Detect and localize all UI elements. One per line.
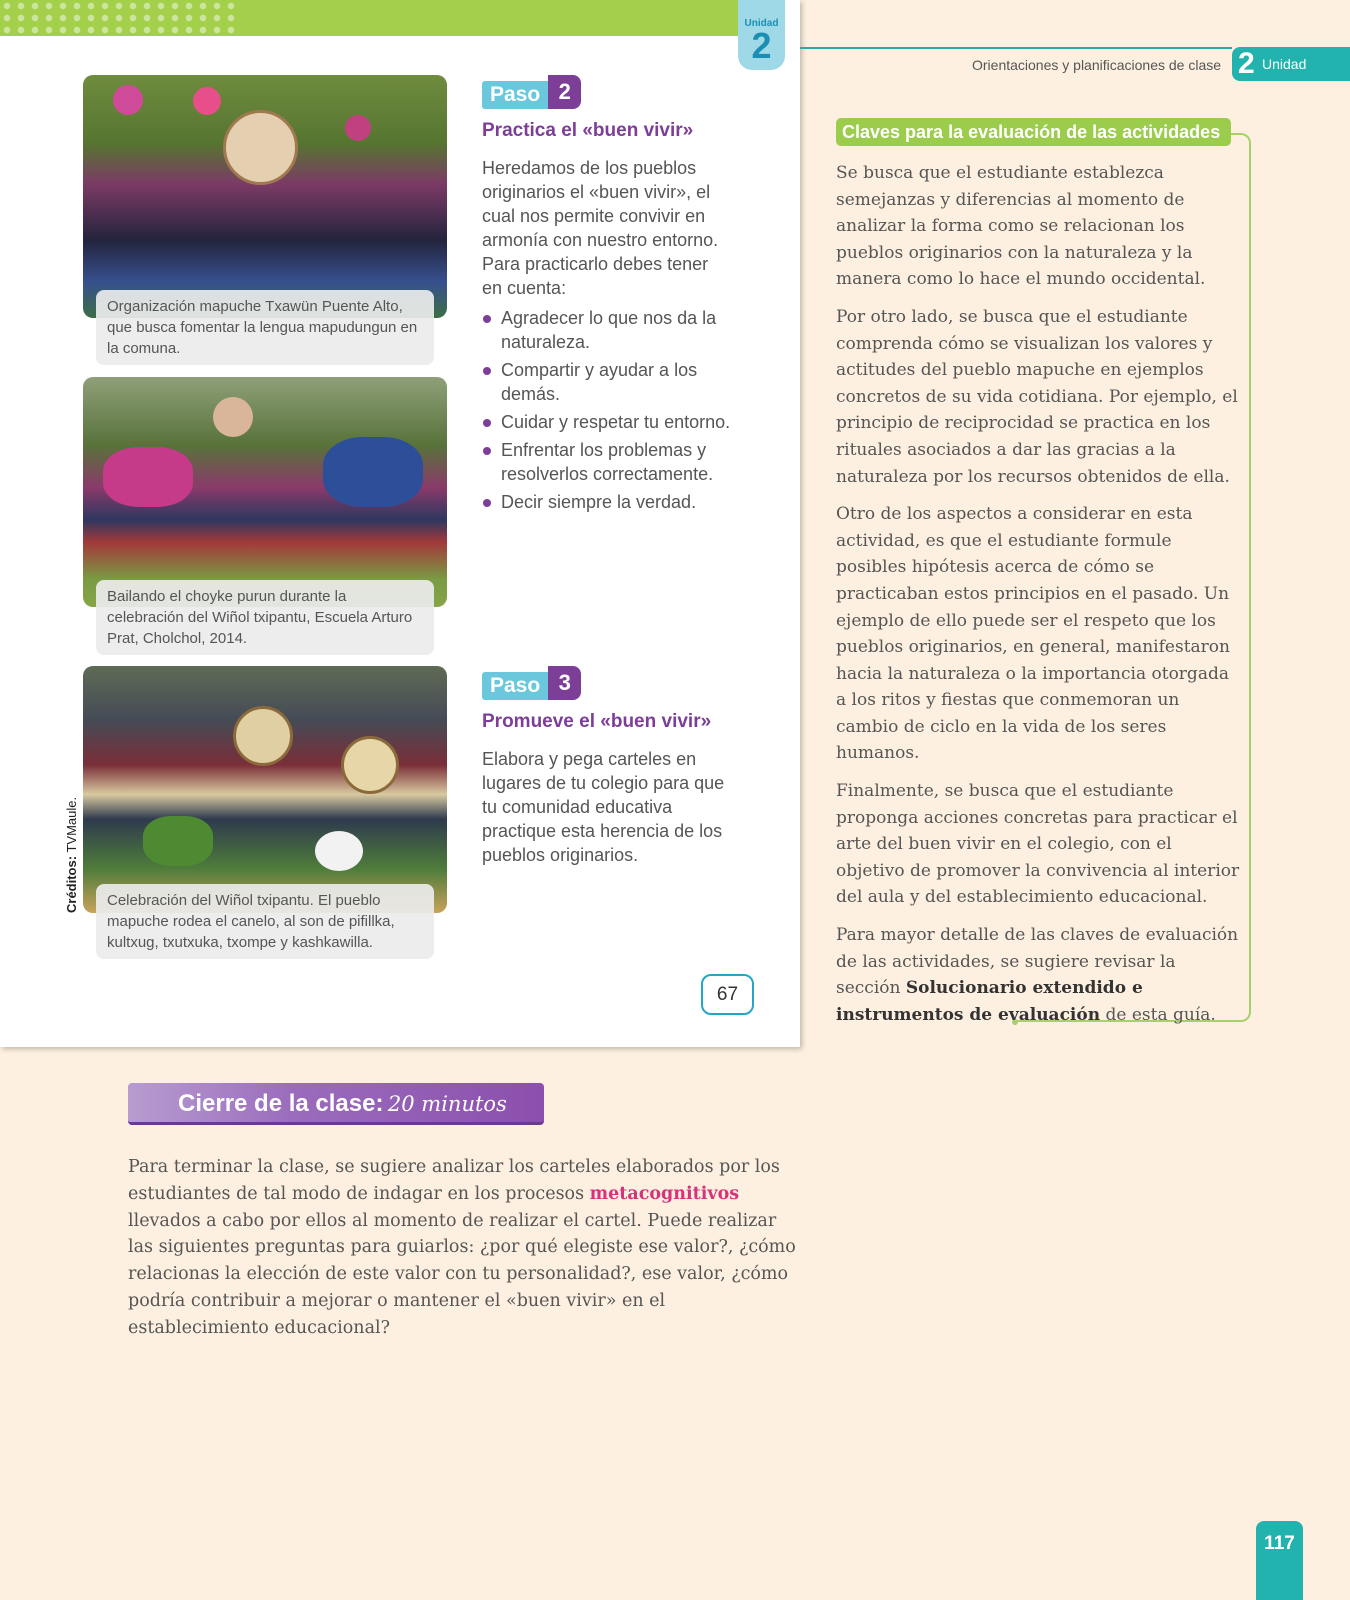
unit-badge (1232, 47, 1350, 81)
claves-paragraph-last (836, 922, 1240, 1028)
unit-tab-number: 2 (751, 25, 772, 66)
photo-caption: Celebración del Wiñol txipantu. El pueblo mapuche rodea el canelo, al son de pifillka, kultxug, txutxuka, txompe y kashkawilla. (96, 884, 434, 959)
paso-number: 3 (548, 666, 581, 700)
list-item: Cuidar y respetar tu entorno. (482, 410, 742, 434)
photo-txawun (83, 75, 447, 318)
list-item: Agradecer lo que nos da la naturaleza. (482, 306, 742, 354)
paso-number: 2 (548, 75, 581, 109)
claves-last-start: Para mayor detalle de las claves de evaluación de las actividades, se sugiere revisar la sección (836, 925, 1239, 999)
student-book-page (0, 0, 800, 1047)
paso-2-label (482, 75, 581, 109)
paso-word: Paso (482, 672, 548, 700)
cierre-duration: 20 minutos (387, 1092, 507, 1116)
photo-choyke-purun (83, 377, 447, 607)
claves-paragraph: Otro de los aspectos a considerar en esta actividad, es que el estudiante formule posibles hipótesis acerca de cómo se practicaban estos principios en el pasado. Un ejemplo de ello puede ser el respeto que los pueblos originarios, en general, manifestaron hacia la naturaleza o la importancia otorgada a los ritos y fiestas que conmemoran un cambio de ciclo en la vida de los seres humanos. (836, 504, 1230, 764)
claves-paragraph: Finalmente, se busca que el estudiante proponga acciones concretas para practicar el arte del buen vivir en el colegio, con el objetivo de promover la convivencia al interior del aula y del establecimiento educacional. (836, 781, 1240, 908)
claves-paragraph: Se busca que el estudiante establezca semejanzas y diferencias al momento de analizar la forma como se relacionan los pueblos originarios con la naturaleza y la manera como lo hace el mundo occidental. (836, 163, 1206, 290)
paso-3-label (482, 666, 581, 700)
header-rule (800, 47, 1232, 49)
cierre-header (128, 1083, 544, 1125)
photo-winol-txipantu (83, 666, 447, 913)
paso-2-bullet-list (482, 306, 742, 518)
photo-caption: Organización mapuche Txawün Puente Alto, que busca fomentar la lengua mapudungun en la comuna. (96, 290, 434, 365)
list-item: Decir siempre la verdad. (482, 490, 742, 514)
credits-value: TVMaule. (64, 796, 79, 853)
list-item: Enfrentar los problemas y resolverlos correctamente. (482, 438, 742, 486)
inset-page-number: 67 (701, 974, 754, 1015)
unit-badge-label: Unidad (1262, 56, 1307, 72)
claves-body (836, 160, 1240, 1039)
claves-paragraph: Por otro lado, se busca que el estudiante comprenda cómo se visualizan los valores y actitudes del pueblo mapuche en ejemplos concretos de su vida cotidiana. Por ejemplo, el principio de reciprocidad se practica en los rituales asociados a dar las gracias a la naturaleza por los recursos obtenidos de ella. (836, 306, 1238, 487)
section-title: Orientaciones y planificaciones de clase (972, 57, 1222, 73)
top-color-band (0, 0, 738, 36)
credits-label: Créditos: (64, 855, 79, 913)
cierre-text-end: llevados a cabo por ellos al momento de realizar el cartel. Puede realizar las siguientes preguntas para guiarlos: ¿por qué elegiste ese valor?, ¿cómo relacionas la elección de este valor con tu personalidad?, ese valor, ¿cómo podría contribuir a mejorar o mantener el «buen vivir» en el establecimiento educacional? (128, 1210, 796, 1338)
cierre-body (128, 1154, 800, 1342)
paso-word: Paso (482, 81, 548, 109)
cierre-highlight: metacognitivos (589, 1183, 740, 1204)
paso-3-title: Promueve el «buen vivir» (482, 711, 712, 732)
claves-title: Claves para la evaluación de las actividades (836, 118, 1231, 146)
paso-2-title: Practica el «buen vivir» (482, 120, 694, 141)
photo-caption: Bailando el choyke purun durante la celebración del Wiñol txipantu, Escuela Arturo Prat, Cholchol, 2014. (96, 580, 434, 655)
cierre-text-start: Para terminar la clase, se sugiere analizar los carteles elaborados por los estudiantes de tal modo de indagar en los procesos (128, 1157, 780, 1204)
unit-tab (738, 0, 785, 70)
page-number: 117 (1256, 1521, 1303, 1600)
paso-2-text: Heredamos de los pueblos originarios el «buen vivir», el cual nos permite convivir en armonía con nuestro entorno. Para practicarlo debes tener en cuenta: (482, 158, 719, 298)
paso-3-text: Elabora y pega carteles en lugares de tu colegio para que tu comunidad educativa practique esta herencia de los pueblos originarios. (482, 749, 725, 865)
cierre-title: Cierre de la clase: (178, 1090, 384, 1117)
claves-last-end: de esta guía. (1105, 1004, 1216, 1025)
photo-credits (64, 797, 79, 913)
list-item: Compartir y ayudar a los demás. (482, 358, 742, 406)
claves-last-bold: Solucionario extendido e instrumentos de evaluación (836, 978, 1143, 1025)
unit-tab-label: Unidad (744, 18, 779, 29)
unit-badge-number: 2 (1238, 47, 1255, 80)
